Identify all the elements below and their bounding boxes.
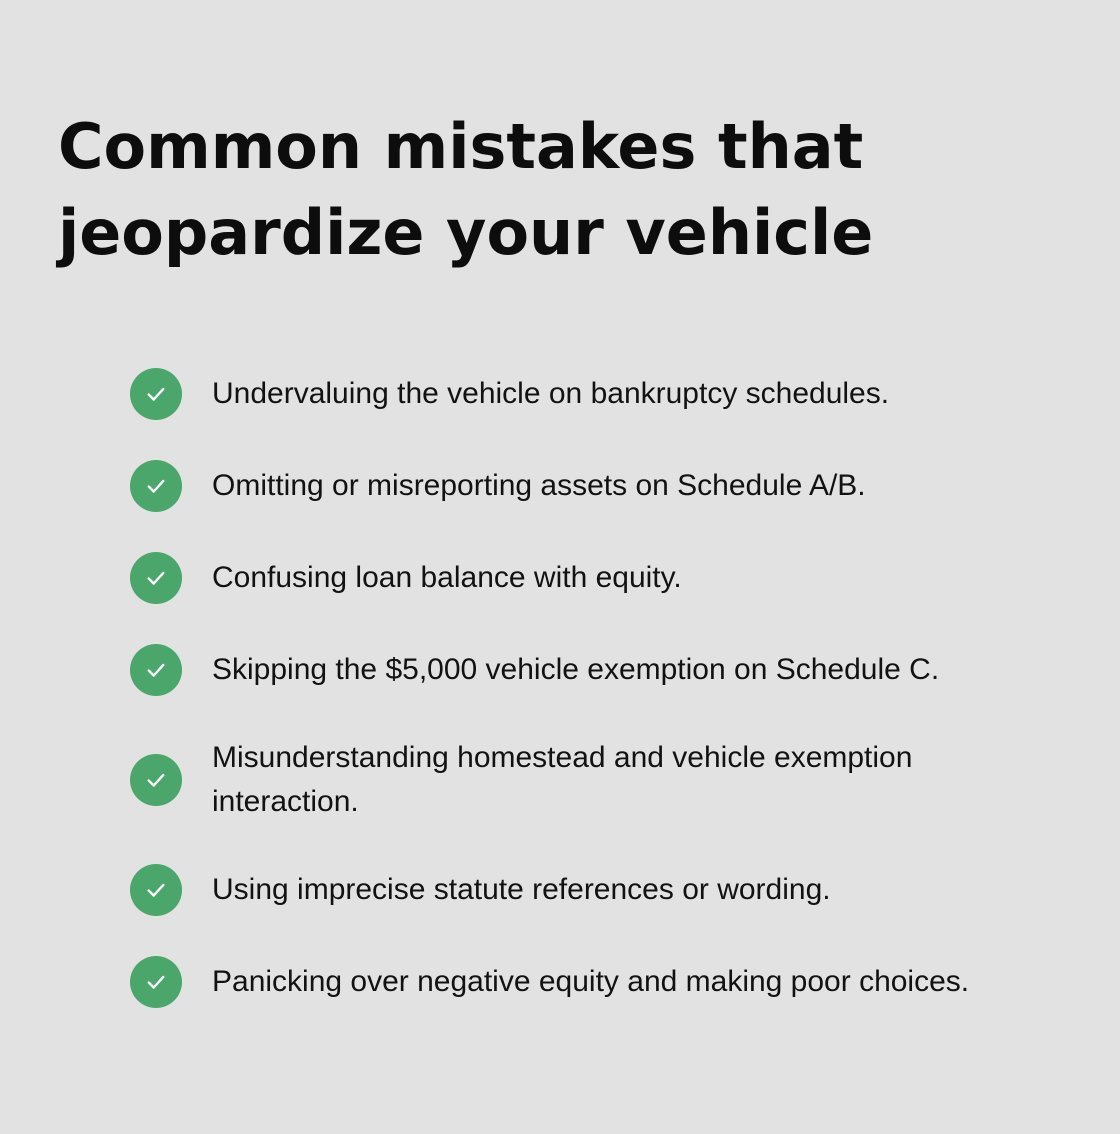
list-item-text: Omitting or misreporting assets on Schedule A/B. [212,469,866,502]
list-item-text: Skipping the $5,000 vehicle exemption on Schedule C. [212,653,940,686]
list-item [130,644,1090,696]
list-item-text: Misunderstanding homestead and vehicle exemption interaction. [212,741,913,818]
list-item-text: Panicking over negative equity and making poor choices. [212,965,970,998]
check-icon [130,460,182,512]
list-item [130,460,1090,512]
title-line-2: jeopardize your vehicle [58,196,874,269]
list-item [130,864,1090,916]
list-item [130,552,1090,604]
list-item-text: Undervaluing the vehicle on bankruptcy schedules. [212,377,890,410]
check-icon [130,552,182,604]
list-item [130,736,1090,824]
check-icon [130,754,182,806]
check-icon [130,644,182,696]
title-line-1: Common mistakes that [58,110,864,183]
list-item [130,368,1090,420]
check-icon [130,864,182,916]
list-item-text: Confusing loan balance with equity. [212,561,682,594]
list-item-text: Using imprecise statute references or wording. [212,873,831,906]
list-item [130,956,1090,1008]
page-title [58,104,1058,276]
check-icon [130,368,182,420]
check-icon [130,956,182,1008]
